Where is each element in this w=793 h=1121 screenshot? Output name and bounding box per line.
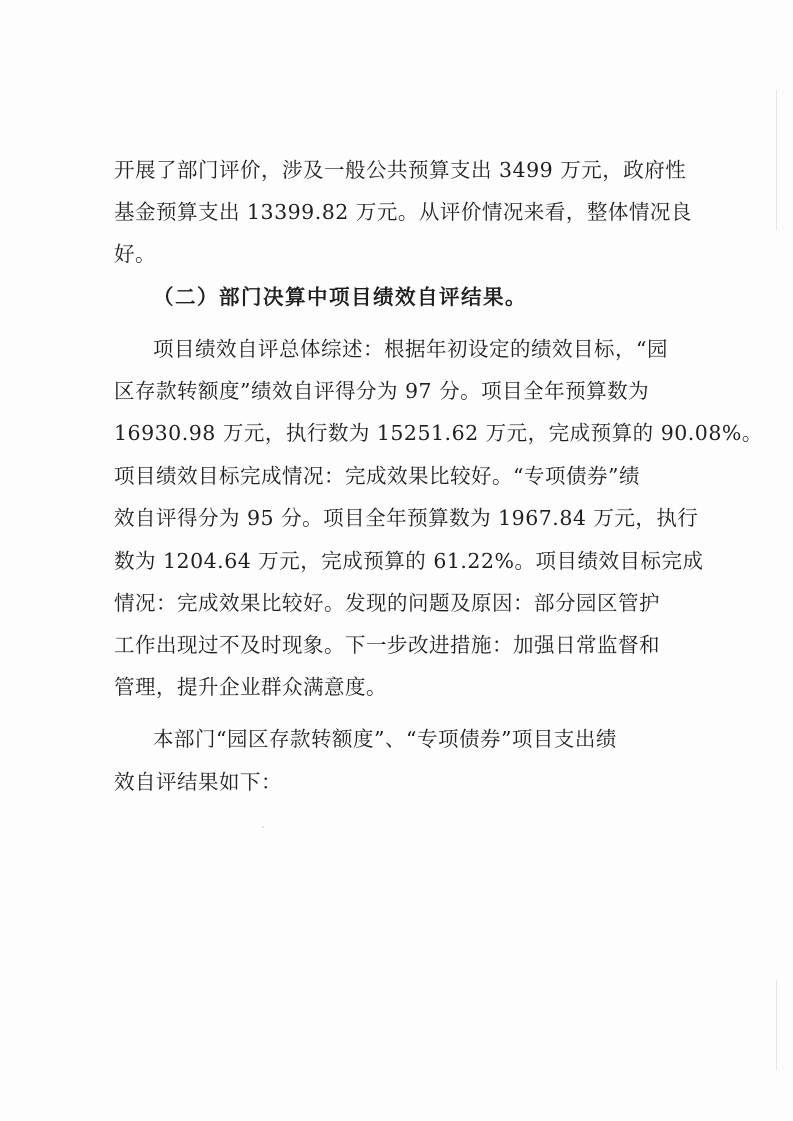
paragraph-2-line-1: 项目绩效自评总体综述：根据年初设定的绩效目标，“园	[153, 337, 668, 361]
paragraph-2-line-8: 工作出现过不及时现象。下一步改进措施：加强日常监督和	[114, 633, 660, 657]
paragraph-3-line-2: 效自评结果如下：	[114, 770, 282, 794]
scan-edge-shadow	[776, 90, 777, 230]
section-heading: （二）部门决算中项目绩效自评结果。	[153, 285, 527, 309]
paragraph-1-line-3: 好。	[114, 242, 156, 266]
scan-speck	[262, 826, 264, 828]
paragraph-2-line-9: 管理，提升企业群众满意度。	[114, 675, 387, 699]
paragraph-2-line-3: 16930.98 万元，执行数为 15251.62 万元，完成预算的 90.08%。	[114, 421, 763, 445]
scan-edge-shadow-lower	[776, 980, 777, 1070]
paragraph-2-line-6: 数为 1204.64 万元，完成预算的 61.22%。项目绩效目标完成	[114, 549, 704, 573]
paragraph-1-line-2: 基金预算支出 13399.82 万元。从评价情况来看，整体情况良	[114, 200, 692, 224]
paragraph-2-line-7: 情况：完成效果比较好。发现的问题及原因：部分园区管护	[114, 591, 660, 615]
paragraph-1-line-1: 开展了部门评价，涉及一般公共预算支出 3499 万元，政府性	[114, 158, 687, 182]
paragraph-2-line-4: 项目绩效目标完成情况：完成效果比较好。“专项债券”绩	[114, 464, 640, 488]
paragraph-2-line-2: 区存款转额度”绩效自评得分为 97 分。项目全年预算数为	[114, 379, 650, 403]
paragraph-3-line-1: 本部门“园区存款转额度”、“专项债券”项目支出绩	[153, 727, 617, 751]
paragraph-2-line-5: 效自评得分为 95 分。项目全年预算数为 1967.84 万元，执行	[114, 506, 699, 530]
